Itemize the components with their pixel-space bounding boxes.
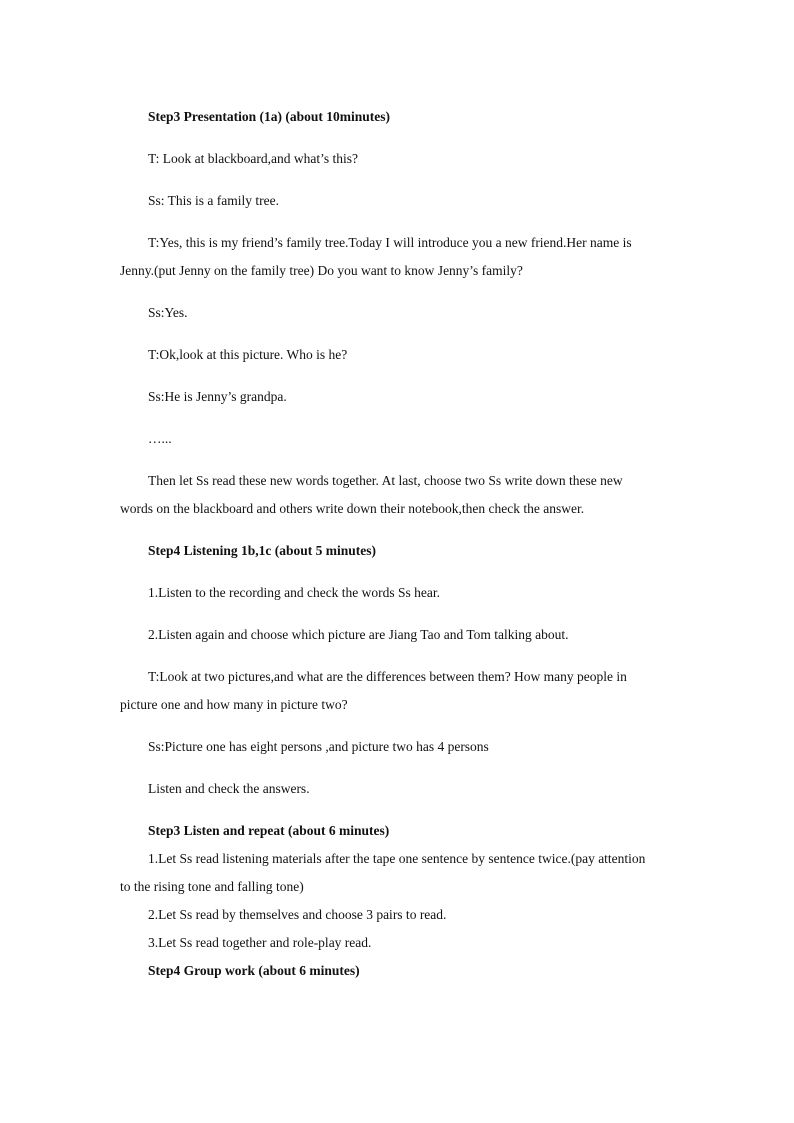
list-item: 2.Listen again and choose which picture are Jiang Tao and Tom talking about.: [148, 627, 569, 642]
list-item: 1.Let Ss read listening materials after the tape one sentence by sentence twice.(pay attention: [148, 851, 646, 866]
students-line: Ss: This is a family tree.: [148, 193, 279, 208]
list-item-continued: to the rising tone and falling tone): [120, 879, 304, 894]
students-line: Ss:Yes.: [148, 305, 188, 320]
ellipsis-line: …...: [148, 431, 172, 446]
list-item: 2.Let Ss read by themselves and choose 3 pairs to read.: [148, 907, 447, 922]
paragraph-line: Listen and check the answers.: [148, 781, 310, 796]
teacher-line: T:Ok,look at this picture. Who is he?: [148, 347, 348, 362]
teacher-line-continued: picture one and how many in picture two?: [120, 697, 348, 712]
paragraph-line: Then let Ss read these new words together. At last, choose two Ss write down these new: [148, 473, 623, 488]
section-heading-step4-listening: Step4 Listening 1b,1c (about 5 minutes): [148, 543, 377, 558]
section-heading-step4-group: Step4 Group work (about 6 minutes): [148, 963, 360, 978]
section-heading-step3-repeat: Step3 Listen and repeat (about 6 minutes): [148, 823, 390, 838]
section-heading-step3-presentation: Step3 Presentation (1a) (about 10minutes): [148, 109, 390, 124]
list-item: 3.Let Ss read together and role-play read.: [148, 935, 372, 950]
teacher-line: T:Yes, this is my friend’s family tree.Today I will introduce you a new friend.Her name is: [148, 235, 632, 250]
paragraph-line-continued: words on the blackboard and others write down their notebook,then check the answer.: [120, 501, 585, 516]
students-line: Ss:He is Jenny’s grandpa.: [148, 389, 287, 404]
students-line: Ss:Picture one has eight persons ,and picture two has 4 persons: [148, 739, 489, 754]
teacher-line: T:Look at two pictures,and what are the differences between them? How many people in: [148, 669, 627, 684]
teacher-line: T: Look at blackboard,and what’s this?: [148, 151, 359, 166]
list-item: 1.Listen to the recording and check the words Ss hear.: [148, 585, 441, 600]
teacher-line-continued: Jenny.(put Jenny on the family tree) Do you want to know Jenny’s family?: [120, 263, 523, 278]
